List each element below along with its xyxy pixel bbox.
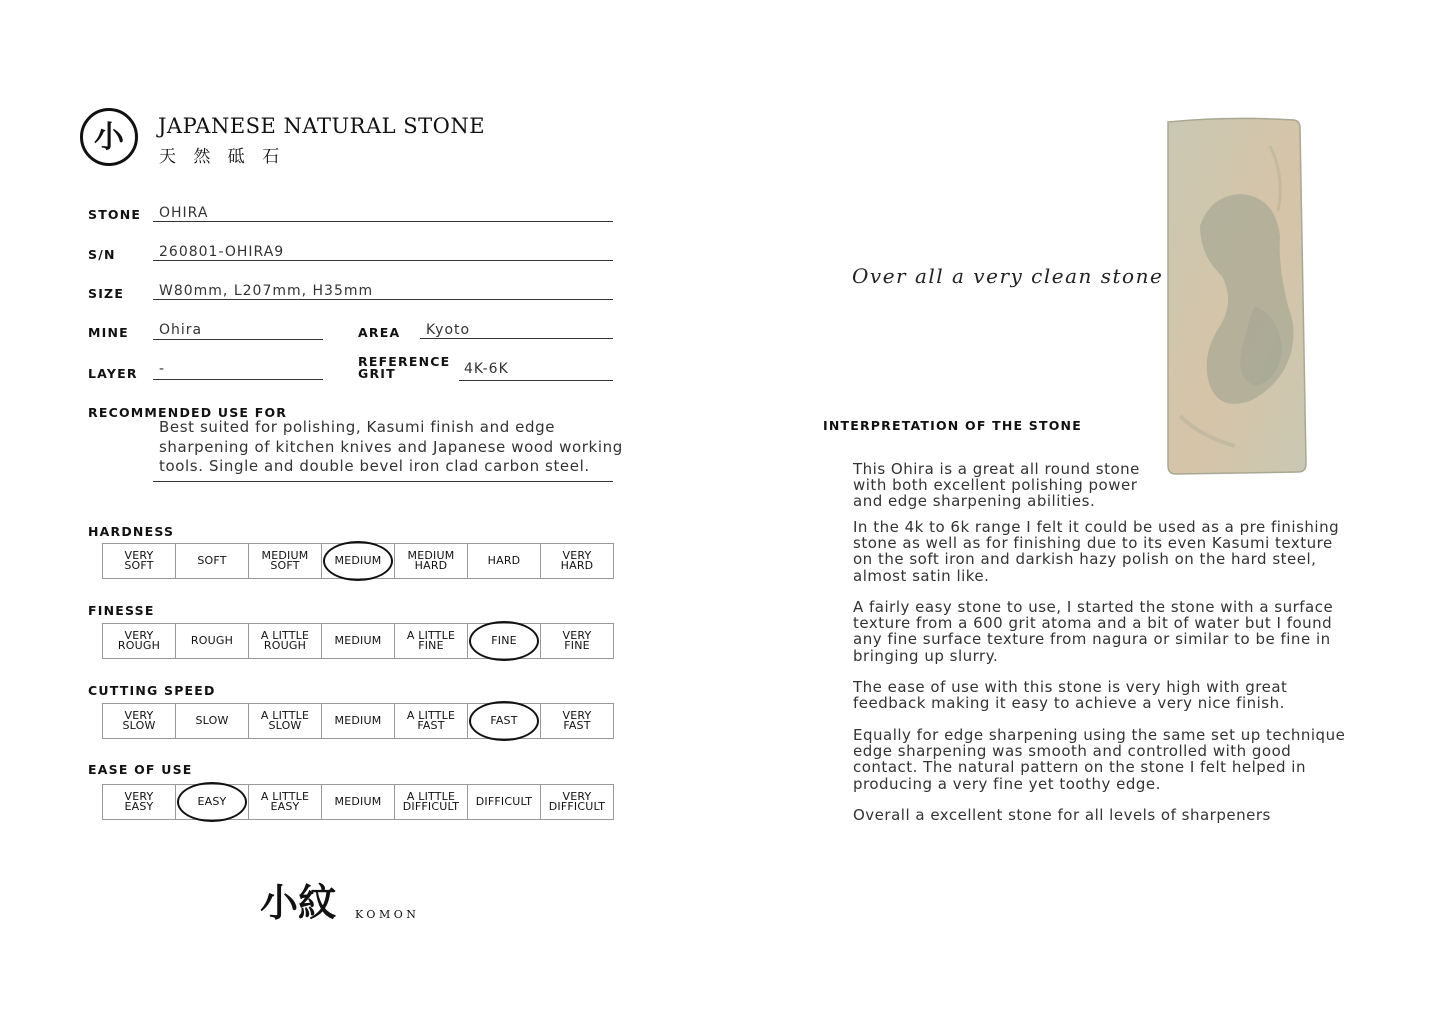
scale-option-label: A LITTLE FAST — [406, 709, 456, 732]
mine-value: Ohira — [159, 322, 203, 338]
scale-option-label: MEDIUM — [334, 554, 382, 567]
scale-table — [102, 703, 614, 739]
size-label: SIZE — [88, 286, 125, 301]
area-label: AREA — [358, 325, 401, 340]
reference-grit-value: 4K-6K — [464, 361, 509, 377]
scale-option-label: A LITTLE ROUGH — [260, 629, 310, 652]
scale-option — [541, 785, 613, 819]
scale-option-label: FINE — [491, 634, 517, 647]
layer-value: - — [159, 361, 166, 377]
interpretation-paragraph: Equally for edge sharpening using the same set up technique edge sharpening was smooth and controlled with good contact. The natural pattern on the stone I felt helped in producing a very fine yet toothy edge. — [853, 726, 1346, 793]
scale-option-label: A LITTLE DIFFICULT — [402, 790, 460, 813]
scale-option-label: VERY SLOW — [122, 709, 156, 732]
scale-option-label: MEDIUM — [334, 795, 382, 808]
scale-option — [541, 704, 613, 738]
komon-logo — [258, 878, 353, 930]
scale-option-label: HARD — [487, 554, 521, 567]
reference-grit-underline — [459, 380, 613, 381]
mine-label: MINE — [88, 325, 129, 340]
stone-value: OHIRA — [159, 205, 209, 221]
interpretation-paragraph: Overall a excellent stone for all levels of sharpeners — [853, 806, 1271, 824]
scale-option — [176, 544, 249, 578]
interpretation-paragraph: This Ohira is a great all round stone with both excellent polishing power and edge sharpening abilities. — [853, 460, 1140, 511]
scale-option-label: VERY SOFT — [124, 549, 154, 572]
size-value: W80mm, L207mm, H35mm — [159, 283, 374, 299]
scale-option-label: MEDIUM HARD — [407, 549, 455, 572]
scale-label: CUTTING SPEED — [88, 683, 216, 698]
scale-option — [322, 785, 395, 819]
scale-table — [102, 623, 614, 659]
scale-option-label: ROUGH — [190, 634, 234, 647]
recommended-label: RECOMMENDED USE FOR — [88, 405, 288, 420]
scale-option-label: VERY ROUGH — [117, 629, 161, 652]
layer-underline — [153, 379, 323, 380]
scale-option-selected — [468, 624, 541, 658]
interpretation-heading: INTERPRETATION OF THE STONE — [823, 418, 1082, 433]
interpretation-paragraph: The ease of use with this stone is very high with great feedback making it easy to achieve a very nice finish. — [853, 678, 1288, 713]
scale-option-selected — [468, 704, 541, 738]
svg-text:小: 小 — [94, 120, 124, 155]
scale-option — [176, 704, 249, 738]
scale-option-label: A LITTLE SLOW — [260, 709, 310, 732]
komon-wordmark: KOMON — [355, 908, 420, 921]
scale-option-label: MEDIUM SOFT — [261, 549, 309, 572]
scale-option-label: MEDIUM — [334, 634, 382, 647]
scale-option-selected — [322, 544, 395, 578]
scale-option — [468, 785, 541, 819]
scale-option — [541, 544, 613, 578]
sn-underline — [153, 260, 613, 261]
area-value: Kyoto — [426, 322, 471, 338]
scale-option-label: VERY EASY — [124, 790, 154, 813]
scale-option-label: A LITTLE FINE — [406, 629, 456, 652]
scale-option — [103, 624, 176, 658]
scale-option — [541, 624, 613, 658]
stone-photo — [1160, 116, 1310, 478]
scale-option — [395, 704, 468, 738]
scale-table — [102, 784, 614, 820]
scale-option-label: SOFT — [197, 554, 227, 567]
scale-option-label: VERY FAST — [562, 709, 592, 732]
stone-underline — [153, 221, 613, 222]
scale-option — [468, 544, 541, 578]
scale-option-label: MEDIUM — [334, 714, 382, 727]
size-underline — [153, 299, 613, 300]
komon-brush-logo-icon — [258, 878, 353, 926]
interpretation-paragraph: In the 4k to 6k range I felt it could be used as a pre finishing stone as well as for finishing due to its even Kasumi texture on the soft iron and darkish hazy polish on the hard steel, almost satin like. — [853, 518, 1340, 585]
scale-table — [102, 543, 614, 579]
layer-label: LAYER — [88, 366, 138, 381]
scale-option-label: FAST — [490, 714, 518, 727]
scale-label: HARDNESS — [88, 524, 175, 539]
area-underline — [420, 338, 613, 339]
scale-option — [249, 624, 322, 658]
scale-option-label: VERY HARD — [560, 549, 594, 572]
scale-option — [395, 544, 468, 578]
recommended-text: Best suited for polishing, Kasumi finish and edge sharpening of kitchen knives and Japanese wood working tools. Single and double bevel iron clad carbon steel. — [159, 418, 623, 476]
scale-option — [249, 704, 322, 738]
scale-option-label: SLOW — [195, 714, 229, 727]
scale-option — [395, 785, 468, 819]
scale-option-label: EASY — [197, 795, 227, 808]
scale-option — [249, 785, 322, 819]
sn-label: S/N — [88, 247, 116, 262]
whetstone-image — [1160, 116, 1310, 478]
scale-label: FINESSE — [88, 603, 155, 618]
interpretation-paragraph: A fairly easy stone to use, I started the stone with a surface texture from a 600 grit atoma and a bit of water but I found any fine surface texture from nagura or similar to be fine in bringing up slurry. — [853, 598, 1334, 665]
scale-option-label: DIFFICULT — [475, 795, 533, 808]
scale-option-selected — [176, 785, 249, 819]
recommended-underline — [153, 481, 613, 482]
brand-logo-seal — [80, 108, 138, 166]
svg-text:小紋: 小紋 — [260, 880, 337, 925]
sn-value: 260801-OHIRA9 — [159, 244, 285, 260]
tagline: Over all a very clean stone — [852, 264, 1164, 288]
seal-glyph-icon — [83, 111, 135, 163]
scale-option — [103, 544, 176, 578]
mine-underline — [153, 339, 323, 340]
scale-option — [249, 544, 322, 578]
scale-option — [322, 624, 395, 658]
scale-option — [176, 624, 249, 658]
reference-grit-label-line1: REFERENCE — [358, 354, 451, 369]
scale-option — [103, 704, 176, 738]
reference-grit-label — [358, 356, 450, 380]
scale-option-label: A LITTLE EASY — [260, 790, 310, 813]
scale-label: EASE OF USE — [88, 762, 193, 777]
brand-title: JAPANESE NATURAL STONE — [158, 114, 486, 138]
scale-option-label: VERY DIFFICULT — [548, 790, 606, 813]
brand-subtitle: 天 然 砥 石 — [159, 147, 286, 167]
scale-option — [322, 704, 395, 738]
reference-grit-label-line2: GRIT — [358, 366, 396, 381]
scale-option — [103, 785, 176, 819]
scale-option-label: VERY FINE — [562, 629, 592, 652]
scale-option — [395, 624, 468, 658]
stone-label: STONE — [88, 207, 142, 222]
